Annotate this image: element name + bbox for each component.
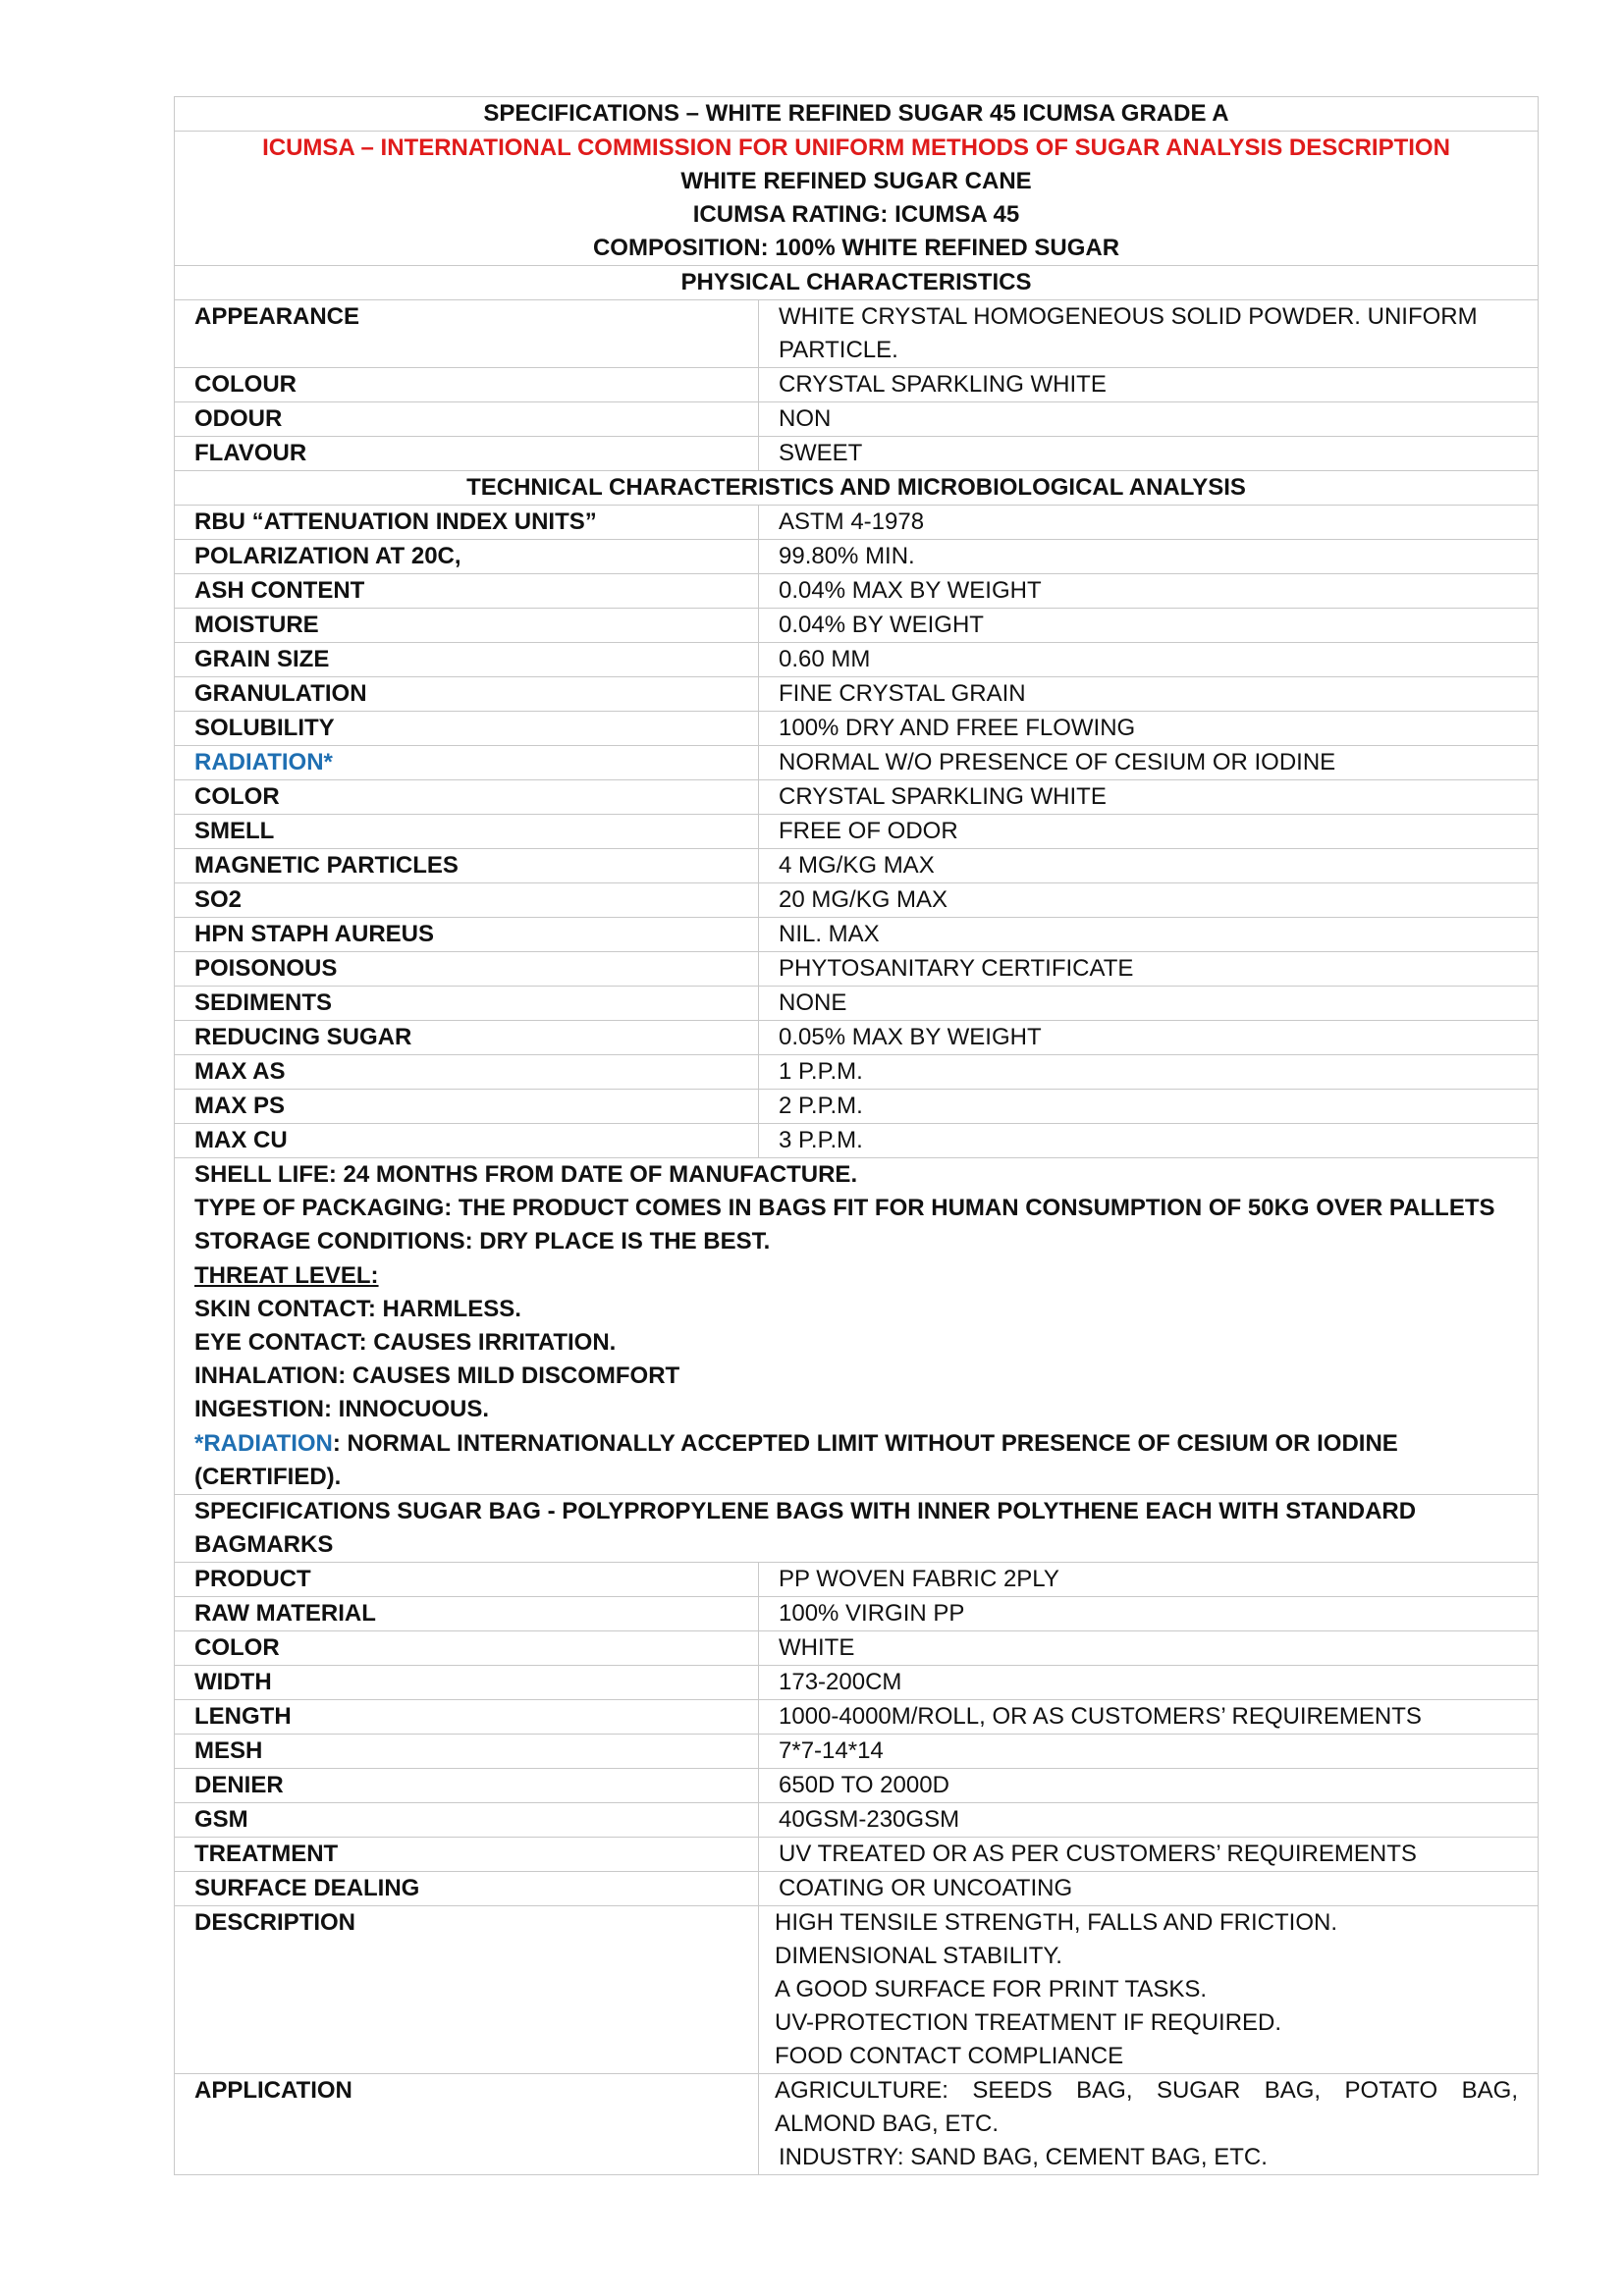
description-lines: [759, 1906, 1539, 2074]
row-label: WIDTH: [175, 1666, 759, 1700]
row-label: PRODUCT: [175, 1563, 759, 1597]
icumsa-definition: ICUMSA – INTERNATIONAL COMMISSION FOR UNIFORM METHODS OF SUGAR ANALYSIS DESCRIPTION: [262, 134, 1450, 161]
table-row: [175, 1055, 1539, 1090]
row-value: 100% VIRGIN PP: [759, 1597, 1539, 1631]
row-label: ODOUR: [175, 402, 759, 437]
row-value: SWEET: [759, 437, 1539, 471]
row-label: ASH CONTENT: [175, 574, 759, 609]
table-row: [175, 1666, 1539, 1700]
row-value: NON: [759, 402, 1539, 437]
row-label: SOLUBILITY: [175, 712, 759, 746]
row-value: 2 P.P.M.: [759, 1090, 1539, 1124]
table-row: [175, 574, 1539, 609]
row-label: LENGTH: [175, 1700, 759, 1735]
row-value: 7*7-14*14: [759, 1735, 1539, 1769]
table-row: [175, 1090, 1539, 1124]
radiation-note-label: *RADIATION: [194, 1429, 333, 1457]
table-row: [175, 1124, 1539, 1158]
table-row: [175, 1700, 1539, 1735]
description-line: HIGH TENSILE STRENGTH, FALLS AND FRICTION.: [775, 1909, 1337, 1937]
row-label: HPN STAPH AUREUS: [175, 918, 759, 952]
row-value: NONE: [759, 987, 1539, 1021]
product-name: WHITE REFINED SUGAR CANE: [680, 168, 1032, 194]
title-row: [175, 97, 1539, 132]
table-row: [175, 815, 1539, 849]
notes-block: [175, 1158, 1539, 1495]
header-block-row: [175, 132, 1539, 266]
row-value: 0.04% MAX BY WEIGHT: [759, 574, 1539, 609]
row-label: MAX AS: [175, 1055, 759, 1090]
section-heading-row: [175, 1495, 1539, 1563]
row-label: SO2: [175, 883, 759, 918]
row-value: ASTM 4-1978: [759, 506, 1539, 540]
spec-table: [174, 96, 1539, 2175]
skin-contact-note: SKIN CONTACT: HARMLESS.: [194, 1295, 521, 1322]
threat-level-heading: THREAT LEVEL:: [194, 1261, 379, 1289]
row-label: MAX PS: [175, 1090, 759, 1124]
row-label: MAGNETIC PARTICLES: [175, 849, 759, 883]
row-value: 100% DRY AND FREE FLOWING: [759, 712, 1539, 746]
application-line: INDUSTRY: SAND BAG, CEMENT BAG, ETC.: [779, 2144, 1268, 2171]
row-value: 173-200CM: [759, 1666, 1539, 1700]
application-row: [175, 2074, 1539, 2175]
table-row: [175, 1631, 1539, 1666]
row-label: APPEARANCE: [175, 300, 759, 368]
row-label: MAX CU: [175, 1124, 759, 1158]
shelf-life-note: SHELL LIFE: 24 MONTHS FROM DATE OF MANUFACTURE.: [194, 1161, 858, 1188]
table-row: [175, 402, 1539, 437]
table-row: [175, 540, 1539, 574]
row-label: MOISTURE: [175, 609, 759, 643]
row-value: 99.80% MIN.: [759, 540, 1539, 574]
row-value: 650D TO 2000D: [759, 1769, 1539, 1803]
row-value: CRYSTAL SPARKLING WHITE: [759, 780, 1539, 815]
row-label: POISONOUS: [175, 952, 759, 987]
row-label: SMELL: [175, 815, 759, 849]
table-row: [175, 1803, 1539, 1838]
table-row: [175, 712, 1539, 746]
table-row: [175, 1563, 1539, 1597]
description-line: UV-PROTECTION TREATMENT IF REQUIRED.: [775, 2009, 1282, 2037]
storage-note: STORAGE CONDITIONS: DRY PLACE IS THE BEST.: [194, 1228, 771, 1255]
table-row: [175, 849, 1539, 883]
row-label: MESH: [175, 1735, 759, 1769]
composition: COMPOSITION: 100% WHITE REFINED SUGAR: [592, 235, 1120, 261]
row-value: 1000-4000M/ROLL, OR AS CUSTOMERS’ REQUIREMENTS: [759, 1700, 1539, 1735]
table-row: [175, 609, 1539, 643]
row-label: DESCRIPTION: [175, 1906, 759, 2074]
row-value: 0.60 MM: [759, 643, 1539, 677]
document-title: SPECIFICATIONS – WHITE REFINED SUGAR 45 ICUMSA GRADE A: [175, 97, 1539, 132]
table-row: [175, 883, 1539, 918]
table-row: [175, 300, 1539, 368]
row-label: COLOUR: [175, 368, 759, 402]
radiation-note: [194, 1427, 1518, 1494]
row-label: APPLICATION: [175, 2074, 759, 2175]
row-value: NORMAL W/O PRESENCE OF CESIUM OR IODINE: [759, 746, 1539, 780]
table-row: [175, 437, 1539, 471]
inhalation-note: INHALATION: CAUSES MILD DISCOMFORT: [194, 1362, 680, 1390]
packaging-note: TYPE OF PACKAGING: THE PRODUCT COMES IN BAGS FIT FOR HUMAN CONSUMPTION OF 50KG OVER PALLETS: [194, 1195, 1495, 1222]
row-label: RAW MATERIAL: [175, 1597, 759, 1631]
row-value: 4 MG/KG MAX: [759, 849, 1539, 883]
row-label: SURFACE DEALING: [175, 1872, 759, 1906]
ingestion-note: INGESTION: INNOCUOUS.: [194, 1396, 490, 1423]
row-label: COLOR: [175, 1631, 759, 1666]
technical-heading: TECHNICAL CHARACTERISTICS AND MICROBIOLOGICAL ANALYSIS: [175, 471, 1539, 506]
row-value: WHITE: [759, 1631, 1539, 1666]
row-label: SEDIMENTS: [175, 987, 759, 1021]
table-row: [175, 780, 1539, 815]
row-label: REDUCING SUGAR: [175, 1021, 759, 1055]
application-lines: [759, 2074, 1539, 2175]
row-value: UV TREATED OR AS PER CUSTOMERS’ REQUIREMENTS: [759, 1838, 1539, 1872]
notes-row: [175, 1158, 1539, 1495]
radiation-note-text: : NORMAL INTERNATIONALLY ACCEPTED LIMIT WITHOUT PRESENCE OF CESIUM OR IODINE (CERTIFIED).: [194, 1429, 1398, 1490]
description-row: [175, 1906, 1539, 2074]
table-row: [175, 506, 1539, 540]
table-row: [175, 987, 1539, 1021]
row-label: GRANULATION: [175, 677, 759, 712]
row-value: FINE CRYSTAL GRAIN: [759, 677, 1539, 712]
row-label: POLARIZATION AT 20C,: [175, 540, 759, 574]
row-value: WHITE CRYSTAL HOMOGENEOUS SOLID POWDER. UNIFORM PARTICLE.: [759, 300, 1539, 368]
row-value: NIL. MAX: [759, 918, 1539, 952]
row-value: FREE OF ODOR: [759, 815, 1539, 849]
radiation-label: RADIATION*: [175, 746, 759, 780]
row-label: RBU “ATTENUATION INDEX UNITS”: [175, 506, 759, 540]
icumsa-rating: ICUMSA RATING: ICUMSA 45: [692, 201, 1020, 228]
table-row: [175, 643, 1539, 677]
row-value: 20 MG/KG MAX: [759, 883, 1539, 918]
table-row: [175, 1597, 1539, 1631]
row-label: GSM: [175, 1803, 759, 1838]
section-heading-row: [175, 266, 1539, 300]
row-label: FLAVOUR: [175, 437, 759, 471]
description-line: DIMENSIONAL STABILITY.: [775, 1943, 1062, 1970]
physical-heading: PHYSICAL CHARACTERISTICS: [175, 266, 1539, 300]
row-label: DENIER: [175, 1769, 759, 1803]
description-line: FOOD CONTACT COMPLIANCE: [775, 2043, 1124, 2070]
row-label: COLOR: [175, 780, 759, 815]
row-value: PHYTOSANITARY CERTIFICATE: [759, 952, 1539, 987]
row-value: 3 P.P.M.: [759, 1124, 1539, 1158]
table-row: [175, 1872, 1539, 1906]
section-heading-row: [175, 471, 1539, 506]
row-value: 40GSM-230GSM: [759, 1803, 1539, 1838]
row-value: PP WOVEN FABRIC 2PLY: [759, 1563, 1539, 1597]
spec-sheet: [174, 96, 1539, 2175]
row-value: 0.04% BY WEIGHT: [759, 609, 1539, 643]
row-value: COATING OR UNCOATING: [759, 1872, 1539, 1906]
table-row: [175, 1769, 1539, 1803]
table-row: [175, 368, 1539, 402]
table-row: [175, 677, 1539, 712]
row-label: TREATMENT: [175, 1838, 759, 1872]
row-label: GRAIN SIZE: [175, 643, 759, 677]
table-row: [175, 918, 1539, 952]
row-value: 0.05% MAX BY WEIGHT: [759, 1021, 1539, 1055]
row-value: CRYSTAL SPARKLING WHITE: [759, 368, 1539, 402]
table-row: [175, 1838, 1539, 1872]
row-value: 1 P.P.M.: [759, 1055, 1539, 1090]
table-row: [175, 952, 1539, 987]
table-row: [175, 746, 1539, 780]
description-line: A GOOD SURFACE FOR PRINT TASKS.: [775, 1976, 1208, 2003]
table-row: [175, 1021, 1539, 1055]
application-line: AGRICULTURE: SEEDS BAG, SUGAR BAG, POTATO BAG, ALMOND BAG, ETC.: [775, 2077, 1518, 2138]
bag-heading: SPECIFICATIONS SUGAR BAG - POLYPROPYLENE BAGS WITH INNER POLYTHENE EACH WITH STANDARD BAGMARKS: [175, 1495, 1539, 1563]
eye-contact-note: EYE CONTACT: CAUSES IRRITATION.: [194, 1329, 617, 1357]
table-row: [175, 1735, 1539, 1769]
